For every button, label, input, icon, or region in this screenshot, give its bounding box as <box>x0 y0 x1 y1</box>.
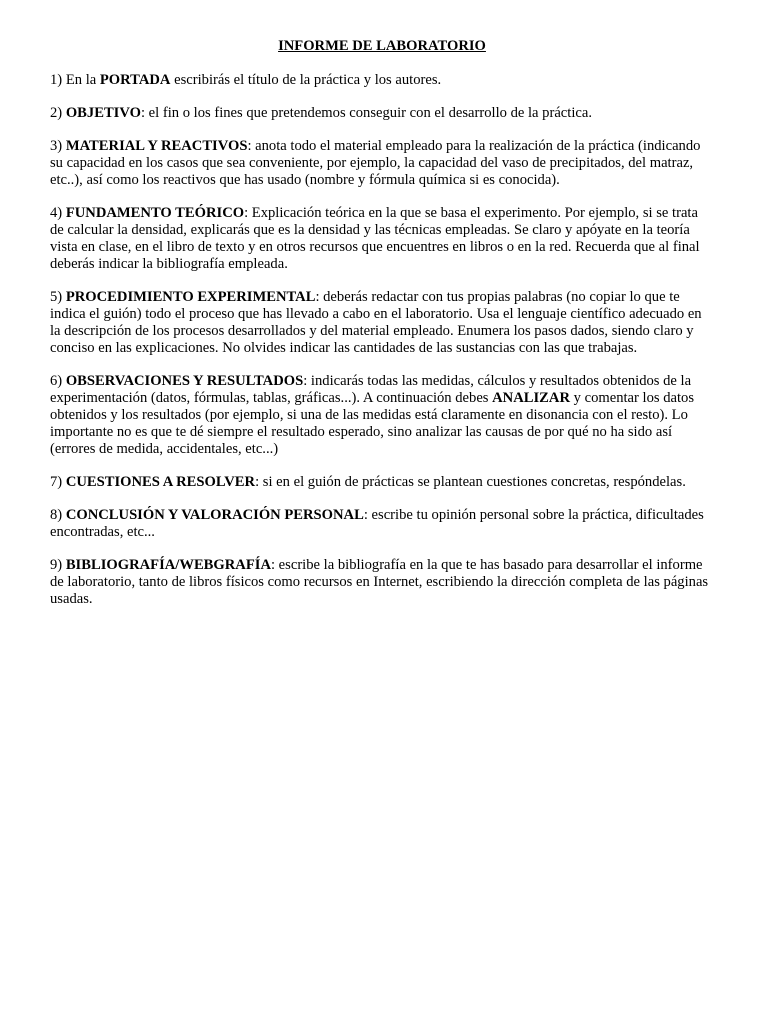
section-text: : Explicación teórica en la que se basa el experimento. Por ejemplo, si se trata de calcular la densidad, explicarás que es la densidad y las técnicas empleadas. Se claro y apóyate en la teoría vista en clase, en el libro de texto y en otros recursos que encuentres en libros o en la red. Recuerda que al final deberás indicar la bibliografía empleada. <box>50 205 700 272</box>
section-heading: FUNDAMENTO TEÓRICO <box>65 205 245 221</box>
section-text: : deberás redactar con tus propias palabras (no copiar lo que te indica el guión) todo el proceso que has llevado a cabo en el laboratorio. Usa el lenguaje científico adecuado en la descripción de los procesos desarrollados y del material empleado. Enumera los pasos dados, siendo claro y conciso en las explicaciones. No olvides indicar las cantidades de las sustancias con las que trabajas. <box>50 289 702 356</box>
section-number: 4) <box>50 205 63 221</box>
section-text: : indicarás todas las medidas, cálculos y resultados obtenidos de la experimentación (datos, fórmulas, tablas, gráficas...). A continuación debes <box>50 373 692 406</box>
section-text: escribirás el título de la práctica y los autores. <box>174 72 442 88</box>
section-text: : si en el guión de prácticas se plantean cuestiones concretas, respóndelas. <box>255 474 686 490</box>
section-cuestiones <box>50 474 714 491</box>
section-heading: BIBLIOGRAFÍA/WEBGRAFÍA <box>65 557 271 573</box>
section-conclusion <box>50 507 714 541</box>
section-portada <box>50 72 714 89</box>
section-text: En la <box>65 72 97 88</box>
section-heading: PROCEDIMIENTO EXPERIMENTAL <box>65 289 316 305</box>
section-text: y comentar los datos obtenidos y los resultados (por ejemplo, si una de las medidas está claramente en disonancia con el resto). Lo importante no es que te dé siempre el resultado esperado, sino analizar las causas de por qué no ha sido así (errores de medida, accidentales, etc...) <box>50 390 695 457</box>
document-title: INFORME DE LABORATORIO <box>278 38 486 54</box>
section-heading: OBSERVACIONES Y RESULTADOS <box>65 373 304 389</box>
section-text: : anota todo el material empleado para la realización de la práctica (indicando su capacidad en los casos que sea conveniente, por ejemplo, la capacidad del vaso de precipitados, del matraz, etc..), así como los reactivos que has usado (nombre y fórmula química si es conocida). <box>50 138 701 188</box>
section-number: 9) <box>50 557 63 573</box>
section-heading: MATERIAL Y REACTIVOS <box>65 138 248 154</box>
document-page <box>50 38 714 624</box>
section-text: : escribe tu opinión personal sobre la práctica, dificultades encontradas, etc... <box>50 507 704 540</box>
section-number: 8) <box>50 507 63 523</box>
section-heading: PORTADA <box>99 72 171 88</box>
section-heading: OBJETIVO <box>65 105 141 121</box>
section-procedimiento-experimental <box>50 289 714 357</box>
section-text: : escribe la bibliografía en la que te has basado para desarrollar el informe de laboratorio, tanto de libros físicos como recursos en Internet, escribiendo la dirección completa de las páginas usadas. <box>50 557 709 607</box>
section-heading: CONCLUSIÓN Y VALORACIÓN PERSONAL <box>65 507 364 523</box>
section-objetivo <box>50 105 714 122</box>
section-material-reactivos <box>50 138 714 189</box>
section-keyword: ANALIZAR <box>492 390 570 406</box>
section-number: 7) <box>50 474 63 490</box>
section-number: 1) <box>50 72 63 88</box>
section-fundamento-teorico <box>50 205 714 273</box>
section-text: : el fin o los fines que pretendemos conseguir con el desarrollo de la práctica. <box>140 105 592 121</box>
section-observaciones-resultados <box>50 373 714 458</box>
section-number: 6) <box>50 373 63 389</box>
section-bibliografia <box>50 557 714 608</box>
section-number: 5) <box>50 289 63 305</box>
section-number: 3) <box>50 138 63 154</box>
section-number: 2) <box>50 105 63 121</box>
section-heading: CUESTIONES A RESOLVER <box>65 474 256 490</box>
